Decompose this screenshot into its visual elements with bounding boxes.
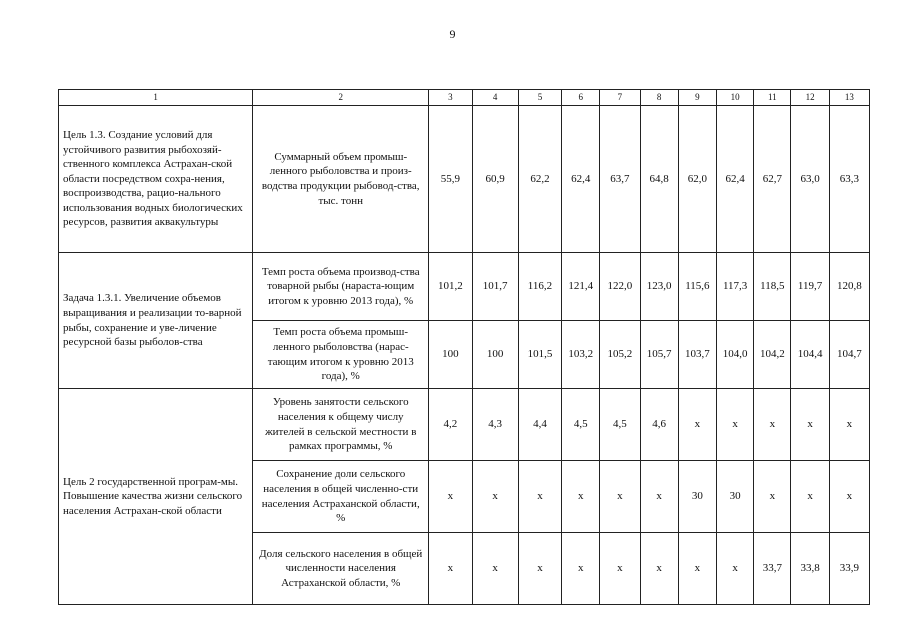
value-cell: x [429,533,472,605]
value-cell: x [640,533,678,605]
column-number-cell: 11 [754,90,791,106]
indicator-cell: Темп роста объема производ-ства товарной рыбы (нараста-ющим итогом к уровню 2013 года), % [253,253,429,321]
table-row [59,253,870,321]
value-cell: 100 [429,321,472,389]
value-cell: 62,4 [562,106,600,253]
value-cell: 4,6 [640,389,678,461]
value-cell: 62,0 [678,106,716,253]
value-cell: 117,3 [717,253,754,321]
column-number-cell: 9 [678,90,716,106]
column-number-cell: 1 [59,90,253,106]
value-cell: 4,4 [518,389,561,461]
value-cell: 30 [717,461,754,533]
value-cell: 4,3 [472,389,518,461]
value-cell: 120,8 [829,253,869,321]
value-cell: 119,7 [791,253,829,321]
value-cell: 63,0 [791,106,829,253]
value-cell: x [717,533,754,605]
column-number-cell: 6 [562,90,600,106]
value-cell: x [678,389,716,461]
value-cell: x [429,461,472,533]
value-cell: 121,4 [562,253,600,321]
value-cell: 4,5 [562,389,600,461]
indicator-cell: Сохранение доли сельского населения в общей численно-сти населения Астраханской области, % [253,461,429,533]
table-row [59,106,870,253]
value-cell: 118,5 [754,253,791,321]
indicator-cell: Доля сельского населения в общей численности населения Астраханской области, % [253,533,429,605]
column-number-cell: 3 [429,90,472,106]
value-cell: 63,3 [829,106,869,253]
value-cell: 103,2 [562,321,600,389]
column-number-cell: 5 [518,90,561,106]
goal-cell: Цель 1.3. Создание условий для устойчивого развития рыбохозяй-ственного комплекса Астрахан-ской области посредством сохра-нения, воспроизводства, рацио-нального использования водных биологических ресурсов, развития аквакультуры [59,106,253,253]
indicator-cell: Уровень занятости сельского населения к общему числу жителей в сельской местности в рамках программы, % [253,389,429,461]
column-number-cell: 8 [640,90,678,106]
value-cell: 105,7 [640,321,678,389]
column-number-cell: 13 [829,90,869,106]
header-row [59,90,870,106]
value-cell: 123,0 [640,253,678,321]
value-cell: x [600,533,640,605]
value-cell: x [829,461,869,533]
value-cell: x [518,533,561,605]
page-number: 9 [449,27,456,41]
value-cell: x [472,533,518,605]
column-number-cell: 10 [717,90,754,106]
indicators-table [58,89,870,605]
indicator-cell: Суммарный объем промыш-ленного рыболовства и произ-водства продукции рыбовод-ства, тыс. тонн [253,106,429,253]
table-row [59,389,870,461]
value-cell: 55,9 [429,106,472,253]
value-cell: 30 [678,461,716,533]
column-number-cell: 12 [791,90,829,106]
value-cell: x [562,461,600,533]
value-cell: 4,5 [600,389,640,461]
value-cell: x [791,461,829,533]
value-cell: x [754,461,791,533]
value-cell: 63,7 [600,106,640,253]
value-cell: 101,7 [472,253,518,321]
value-cell: x [640,461,678,533]
goal-cell: Цель 2 государственной програм-мы. Повышение качества жизни сельского населения Астрахан-ской области [59,389,253,605]
column-number-cell: 2 [253,90,429,106]
value-cell: x [518,461,561,533]
value-cell: 100 [472,321,518,389]
column-number-cell: 7 [600,90,640,106]
value-cell: 101,2 [429,253,472,321]
value-cell: 64,8 [640,106,678,253]
column-number-cell: 4 [472,90,518,106]
indicator-cell: Темп роста объема промыш-ленного рыболовства (нарас-тающим итогом к уровню 2013 года), % [253,321,429,389]
value-cell: 105,2 [600,321,640,389]
value-cell: 122,0 [600,253,640,321]
value-cell: 62,7 [754,106,791,253]
value-cell: x [600,461,640,533]
value-cell: x [829,389,869,461]
task-cell: Задача 1.3.1. Увеличение объемов выращивания и реализации то-варной рыбы, сохранение и уве-личение ресурсной базы рыболов-ства [59,253,253,389]
value-cell: 62,4 [717,106,754,253]
value-cell: x [562,533,600,605]
value-cell: 33,8 [791,533,829,605]
value-cell: x [717,389,754,461]
value-cell: 104,2 [754,321,791,389]
value-cell: x [472,461,518,533]
value-cell: 33,9 [829,533,869,605]
value-cell: 104,4 [791,321,829,389]
value-cell: 4,2 [429,389,472,461]
value-cell: 115,6 [678,253,716,321]
value-cell: 103,7 [678,321,716,389]
value-cell: 116,2 [518,253,561,321]
value-cell: 60,9 [472,106,518,253]
value-cell: x [678,533,716,605]
value-cell: 101,5 [518,321,561,389]
value-cell: x [754,389,791,461]
value-cell: 104,7 [829,321,869,389]
value-cell: 104,0 [717,321,754,389]
value-cell: 33,7 [754,533,791,605]
value-cell: x [791,389,829,461]
value-cell: 62,2 [518,106,561,253]
